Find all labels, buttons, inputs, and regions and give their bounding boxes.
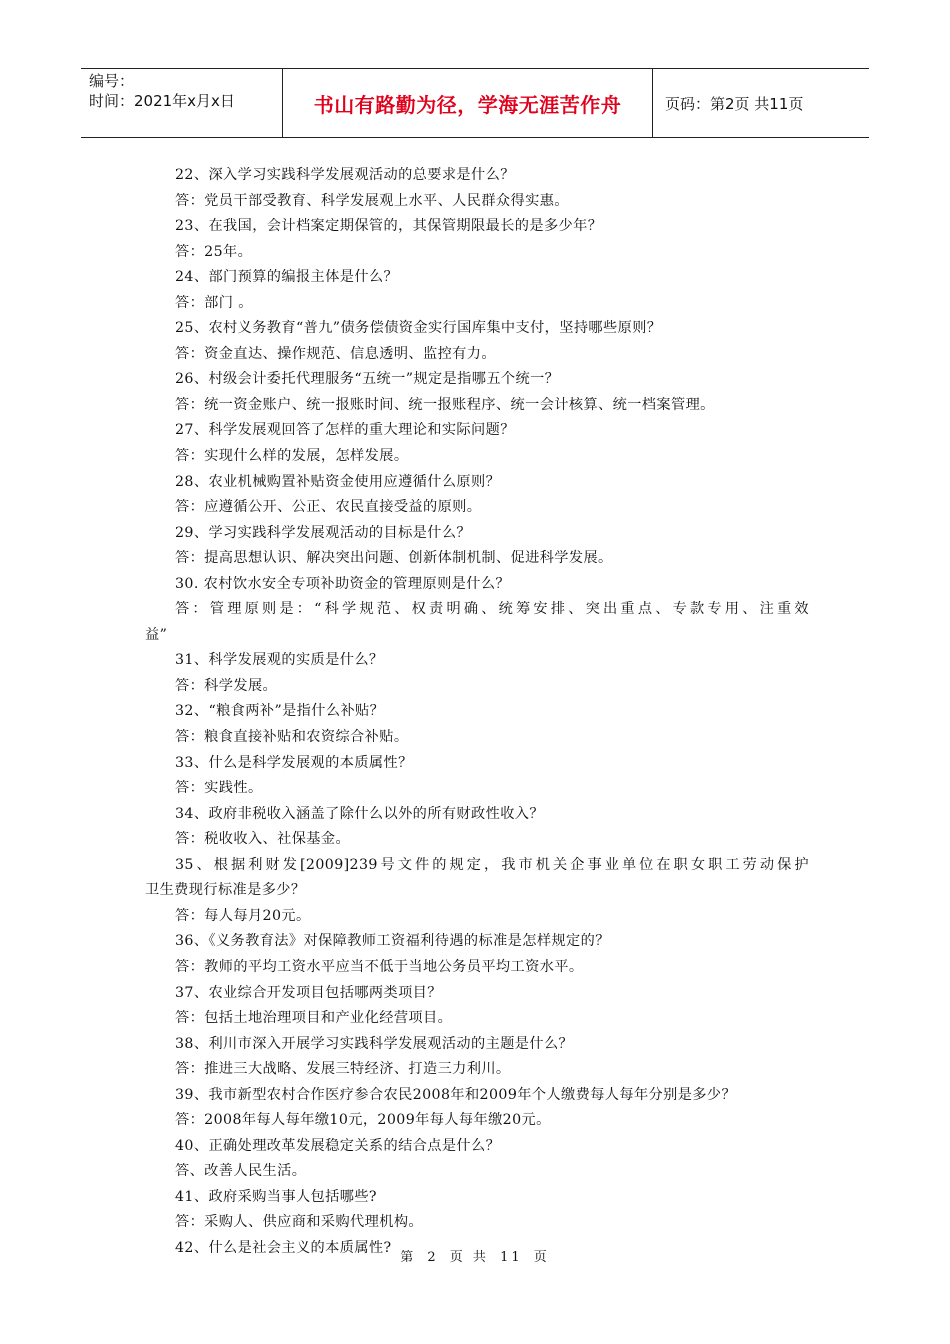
answer-line: 答、改善人民生活。 [175,1163,307,1180]
header-page-cell [653,69,869,137]
footer-suffix: 页 [533,1250,550,1265]
answer-line: 答：采购人、供应商和采购代理机构。 [175,1214,423,1231]
answer-line-continued: 益” [145,626,168,643]
footer-prefix: 第 [400,1250,417,1265]
question-line: 39、我市新型农村合作医疗参合农民2008年和2009年个人缴费每人每年分别是多少？ [175,1086,737,1103]
document-body [145,163,809,1262]
question-line: 24、部门预算的编报主体是什么？ [175,269,399,286]
answer-line: 答：统一资金账户、统一报账时间、统一报账程序、统一会计核算、统一档案管理。 [175,396,715,413]
question-line: 22、深入学习实践科学发展观活动的总要求是什么？ [175,167,515,183]
answer-line: 答：推进三大战略、发展三特经济、打造三力利川。 [175,1061,511,1078]
answer-line: 答：粮食直接补贴和农资综合补贴。 [175,729,409,746]
question-line: 35、根据利财发[2009]239号文件的规定，我市机关企事业单位在职女职工劳动保护 [175,856,809,873]
answer-line: 答：科学发展。 [175,677,278,694]
question-line: 28、农业机械购置补贴资金使用应遵循什么原则？ [175,473,501,490]
answer-line: 答：党员干部受教育、科学发展观上水平、人民群众得实惠。 [175,192,569,209]
question-line: 30. 农村饮水安全专项补助资金的管理原则是什么？ [175,575,511,592]
page-footer [0,1246,950,1265]
question-line: 29、学习实践科学发展观活动的目标是什么？ [175,524,472,541]
answer-line: 答：实现什么样的发展，怎样发展。 [175,448,409,465]
question-line: 36、《义务教育法》对保障教师工资福利待遇的标准是怎样规定的？ [175,933,610,950]
footer-page-number: 2 [427,1250,439,1265]
question-line: 42、什么是社会主义的本质属性? [175,1239,392,1256]
answer-line: 答：2008年每人每年缴10元，2009年每人每年缴20元。 [175,1112,551,1129]
header-page-label: 页码：第2页 共11页 [665,94,804,113]
question-line: 32、“粮食两补”是指什么补贴？ [175,703,385,720]
page-header [81,68,869,138]
answer-line: 答：实践性。 [175,780,263,797]
question-line: 27、科学发展观回答了怎样的重大理论和实际问题？ [175,422,515,439]
question-line: 38、利川市深入开展学习实践科学发展观活动的主题是什么？ [175,1035,574,1052]
answer-line: 答：每人每月20元。 [175,907,311,924]
answer-line: 答：包括土地治理项目和产业化经营项目。 [175,1010,453,1027]
answer-line: 答：教师的平均工资水平应当不低于当地公务员平均工资水平。 [175,958,584,975]
footer-total-pages: 11 [500,1250,523,1265]
question-line-continued: 卫生费现行标准是多少？ [145,882,306,899]
question-line: 25、农村义务教育“普九”债务偿债资金实行国库集中支付，坚持哪些原则？ [175,320,662,337]
question-line: 33、什么是科学发展观的本质属性？ [175,754,413,771]
header-motto: 书山有路勤为径，学海无涯苦作舟 [313,92,622,117]
answer-line: 答：提高思想认识、解决突出问题、创新体制机制、促进科学发展。 [175,550,613,567]
answer-line: 答：税收收入、社保基金。 [175,831,351,848]
question-line: 31、科学发展观的实质是什么？ [175,652,384,669]
answer-line: 答：管理原则是：“科学规范、权责明确、统筹安排、突出重点、专款专用、注重效 [175,601,809,618]
answer-line: 答：资金直达、操作规范、信息透明、监控有力。 [175,345,496,362]
question-line: 41、政府采购当事人包括哪些? [175,1188,377,1205]
footer-middle: 页 共 [449,1250,489,1265]
answer-line: 答：应遵循公开、公正、农民直接受益的原则。 [175,499,482,516]
question-line: 37、农业综合开发项目包括哪两类项目？ [175,984,442,1001]
answer-line: 答：部门 。 [175,294,253,311]
header-meta [81,69,283,137]
question-line: 40、正确处理改革发展稳定关系的结合点是什么？ [175,1137,501,1154]
question-line: 23、在我国，会计档案定期保管的，其保管期限最长的是多少年？ [175,218,603,235]
document-number-label: 编号： [89,72,135,90]
header-motto-cell [283,69,653,137]
answer-line: 答：25年。 [175,243,253,260]
document-date-label: 时间：2021年x月x日 [89,92,235,110]
question-line: 34、政府非税收入涵盖了除什么以外的所有财政性收入？ [175,805,544,822]
question-line: 26、村级会计委托代理服务“五统一”规定是指哪五个统一？ [175,371,560,388]
